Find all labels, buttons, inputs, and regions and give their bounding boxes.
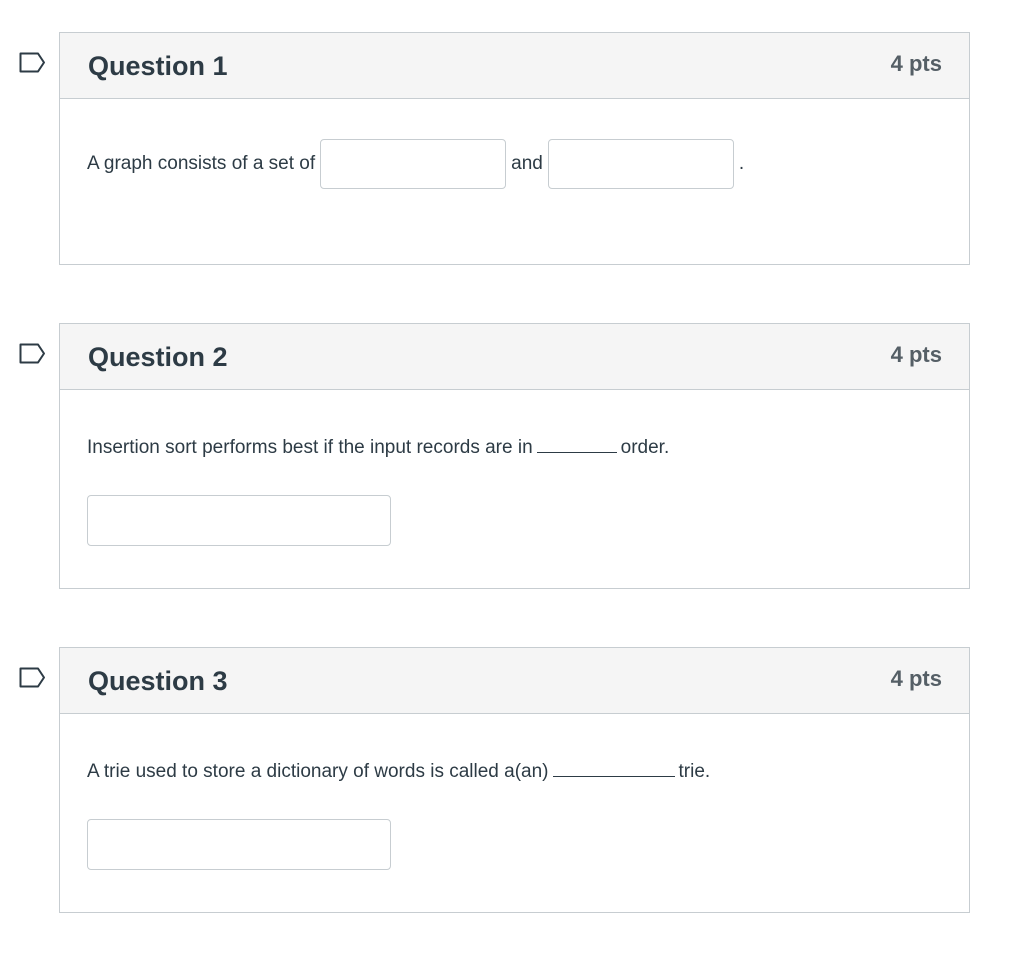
question-1-text-before: A graph consists of a set of <box>87 153 316 175</box>
question-2-blank <box>537 435 617 453</box>
question-1-title: Question 1 <box>88 51 228 81</box>
question-3-header <box>60 648 969 714</box>
question-1-answer-2-input[interactable] <box>548 139 734 189</box>
question-3-answer-input[interactable] <box>87 819 391 870</box>
question-3-blank <box>553 759 675 777</box>
question-3-text-before: A trie used to store a dictionary of words is called a(an) <box>87 761 549 782</box>
question-1-points: 4 pts <box>890 51 942 76</box>
question-3-points: 4 pts <box>890 666 942 691</box>
question-3-title: Question 3 <box>88 666 228 696</box>
question-1-text-end: . <box>738 153 745 175</box>
question-1-text <box>87 139 744 189</box>
flag-question-3-icon[interactable] <box>19 667 46 688</box>
question-2-points: 4 pts <box>890 342 942 367</box>
question-1-header <box>60 33 969 99</box>
question-2-body <box>60 390 969 588</box>
question-2 <box>59 323 970 589</box>
question-2-answer-input[interactable] <box>87 495 391 546</box>
question-3-text-after: trie. <box>678 761 711 782</box>
question-2-text-before: Insertion sort performs best if the input records are in <box>87 437 533 458</box>
question-3 <box>59 647 970 913</box>
question-3-body <box>60 714 969 912</box>
flag-question-1-icon[interactable] <box>19 52 46 73</box>
question-1-text-middle: and <box>511 153 543 175</box>
question-1-body <box>60 99 969 264</box>
question-3-text <box>87 759 710 784</box>
question-2-text <box>87 435 669 460</box>
question-2-title: Question 2 <box>88 342 228 372</box>
flag-question-2-icon[interactable] <box>19 343 46 364</box>
question-2-text-after: order. <box>620 437 670 458</box>
question-1 <box>59 32 970 265</box>
question-1-answer-1-input[interactable] <box>320 139 506 189</box>
question-2-header <box>60 324 969 390</box>
